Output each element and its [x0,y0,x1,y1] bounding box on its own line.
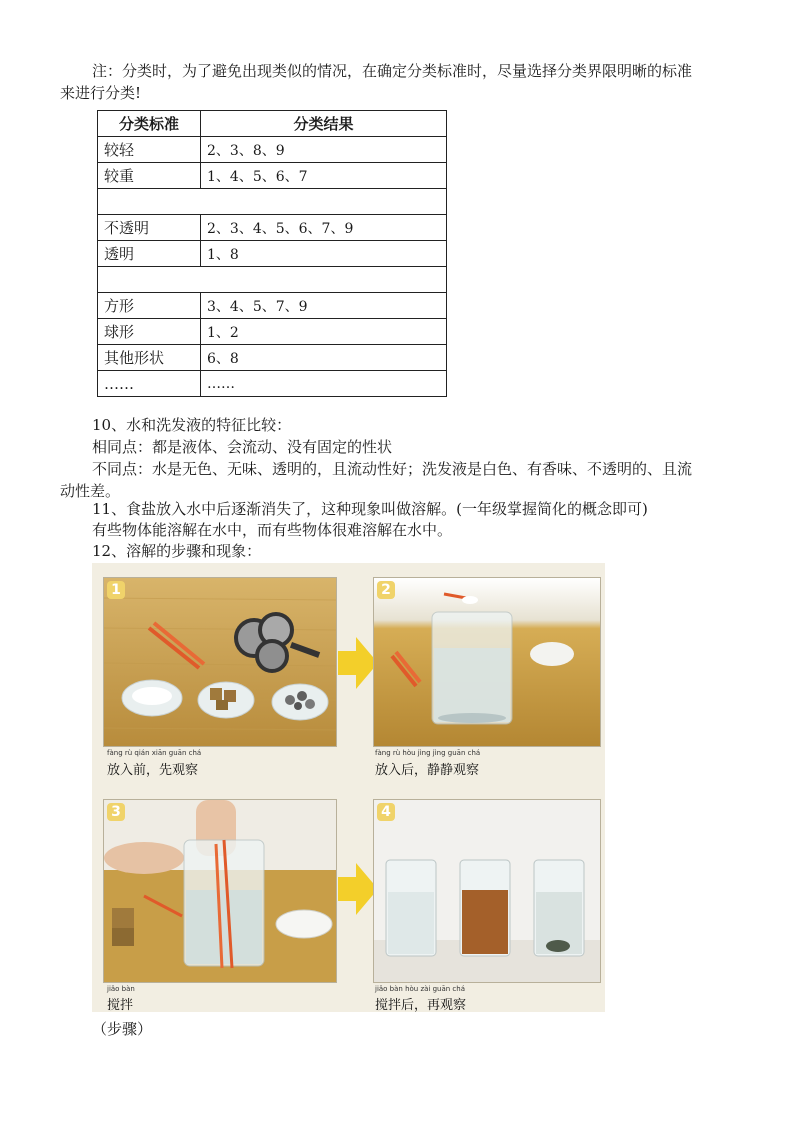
table-cell-standard: 较轻 [98,137,201,163]
table-cell-result: 2、3、4、5、6、7、9 [201,215,447,241]
table-cell-result: 2、3、8、9 [201,137,447,163]
section-10-same: 相同点：都是液体、会流动、没有固定的性状 [92,438,393,456]
table-row [98,371,447,397]
table-header-row [98,111,447,137]
table-cell-result: 6、8 [201,345,447,371]
section-10-diff-1: 不同点：水是无色、无味、透明的，且流动性好；洗发液是白色、有香味、不透明的、且流 [92,460,693,478]
table-separator-row [98,267,447,293]
table-header-result: 分类结果 [201,111,447,137]
step-2-caption: 放入后，静静观察 [375,763,480,778]
table-row [98,215,447,241]
table-row [98,345,447,371]
step-2-number: 2 [377,581,395,599]
note-line-2: 来进行分类! [60,84,142,102]
table-header-standard: 分类标准 [98,111,201,137]
table-cell-standard: 方形 [98,293,201,319]
table-cell-standard: 球形 [98,319,201,345]
arrow-right-icon [338,863,378,915]
table-cell-result: …… [201,371,447,397]
note-line-1: 注：分类时，为了避免出现类似的情况，在确定分类标准时，尽量选择分类界限明晰的标准 [92,62,693,80]
table-row [98,319,447,345]
table-separator-row [98,189,447,215]
step-1-photo [103,577,337,747]
table-cell-standard: 较重 [98,163,201,189]
table-row [98,293,447,319]
section-11-line-2: 有些物体能溶解在水中，而有些物体很难溶解在水中。 [92,521,453,539]
step-4-illustration [374,800,600,982]
step-1-pinyin: fàng rù qián xiān guān chá [107,749,202,757]
section-10-title: 10、水和洗发液的特征比较： [92,416,292,434]
section-10-diff-2: 动性差。 [60,482,121,500]
table-cell-result: 1、8 [201,241,447,267]
table-cell-result: 1、4、5、6、7 [201,163,447,189]
table-cell-standard: …… [98,371,201,397]
table-empty-cell [98,267,447,293]
table-row [98,241,447,267]
classification-table [97,110,447,397]
section-11-line-1: 11、食盐放入水中后逐渐消失了，这种现象叫做溶解。(一年级掌握简化的概念即可) [92,500,648,518]
table-cell-result: 1、2 [201,319,447,345]
step-4-photo [373,799,601,983]
figure-footer-caption: （步骤） [92,1020,153,1038]
table-cell-result: 3、4、5、7、9 [201,293,447,319]
step-1-illustration [104,578,336,746]
step-3-caption: 搅拌 [107,998,134,1013]
step-3-illustration [104,800,336,982]
step-3-photo [103,799,337,983]
step-1-caption: 放入前，先观察 [107,763,199,778]
table-cell-standard: 透明 [98,241,201,267]
step-4-caption: 搅拌后，再观察 [375,998,467,1013]
step-1-number: 1 [107,581,125,599]
step-2-illustration [374,578,600,746]
table-cell-standard: 其他形状 [98,345,201,371]
table-cell-standard: 不透明 [98,215,201,241]
step-3-number: 3 [107,803,125,821]
table-row [98,137,447,163]
dissolving-steps-figure [92,563,605,1012]
step-4-pinyin: jiǎo bàn hòu zài guān chá [375,985,466,993]
step-3-pinyin: jiǎo bàn [107,985,135,993]
table-empty-cell [98,189,447,215]
step-2-photo [373,577,601,747]
table-row [98,163,447,189]
section-12-title: 12、溶解的步骤和现象： [92,542,262,560]
step-4-number: 4 [377,803,395,821]
arrow-right-icon [338,637,378,689]
step-2-pinyin: fàng rù hòu jìng jìng guān chá [375,749,481,757]
